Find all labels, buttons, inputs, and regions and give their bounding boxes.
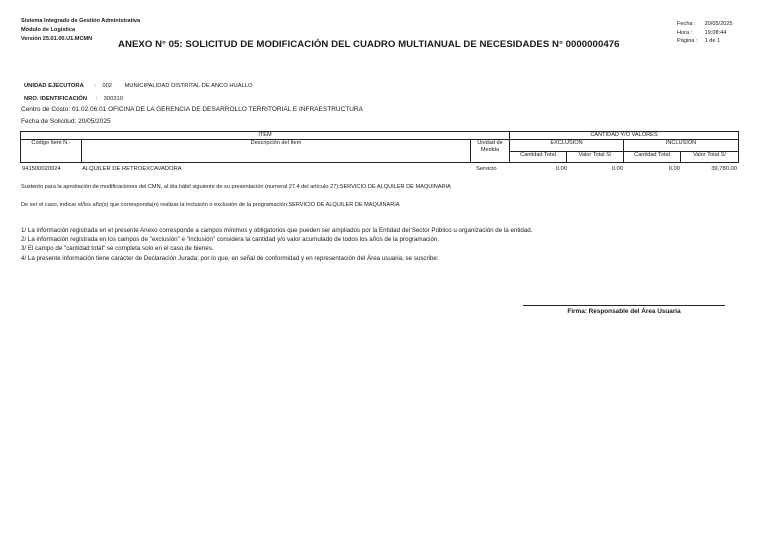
exclusion-valor-total-header: Valor Total S/ — [567, 151, 624, 163]
inclusion-cantidad-total-header: Cantidad Total — [624, 151, 681, 163]
fecha-de-solicitud: Fecha de Solicitud: 20/05/2025 — [21, 118, 111, 125]
row-inclusion-valor: 39,780.00 — [711, 166, 737, 172]
system-name: Sistema Integrado de Gestión Administrativa — [21, 18, 141, 24]
descripcion-item-header: Descripción del Item — [82, 140, 471, 163]
note-2: 2/ La información registrada en los campos de "exclusión" e "inclusión" considera la cantidad y/o valor acumulado de todos los años de la programación. — [21, 236, 440, 244]
sustento-text: Sustento para la aprobación de modificaciones del CMN, al día hábil siguiente de su presentación (numeral 27.4 del artículo 27):SERVICIO DE ALQUILER DE MAQUINARIA — [21, 184, 451, 190]
note-4: 4/ La presente información tiene carácter de Declaración Jurada; por lo que, en señal de conformidad y en representación del Área usuaria, se suscribe: — [21, 254, 439, 262]
indicacion-text: De ser el caso, indicar el/los año(s) que corresponda(n) realizar la inclusión o exclusión de la programación:SERVICIO DE ALQUILER DE MAQUINARIA — [21, 202, 400, 208]
pagina-label: Página : — [677, 38, 698, 44]
pagina-value: 1 de 1 — [704, 38, 721, 44]
fecha-value: 20/05/2025 — [704, 21, 733, 27]
signature-line — [523, 305, 725, 306]
exclusion-cantidad-total-header: Cantidad Total — [510, 151, 567, 163]
unidad-ejecutora-label: UNIDAD EJECUTORA — [24, 83, 84, 89]
centro-de-costo: Centro de Costo: 01.02.06.01 OFICINA DE LA GERENCIA DE DESARROLLO TERRITORIAL E INFRAESTRUCTURA — [21, 106, 363, 113]
nro-identificacion-row — [24, 87, 123, 105]
pagina-line — [677, 37, 733, 46]
document-title: ANEXO N° 05: SOLICITUD DE MODIFICACIÓN DEL CUADRO MULTIANUAL DE NECESIDADES N° 0000000476 — [118, 39, 620, 50]
codigo-item-header: Código Item N.- — [21, 140, 82, 163]
unidad-medida-header: Unidad de Medida — [471, 140, 510, 163]
hora-value: 19:08:44 — [704, 29, 727, 36]
row-descripcion: ALQUILER DE RETROEXCAVADORA — [82, 166, 182, 172]
item-header: ITEM — [21, 132, 510, 140]
row-unidad: Servicio — [476, 166, 497, 172]
cantidad-valores-header: CANTIDAD Y/O VALORES — [510, 132, 739, 140]
module-name: Módulo de Logística — [21, 27, 76, 33]
row-codigo: 941500020024 — [22, 166, 61, 172]
row-inclusion-cantidad: 0.00 — [668, 166, 680, 172]
items-table — [20, 131, 739, 163]
row-exclusion-valor: 0.00 — [611, 166, 623, 172]
fecha-line — [677, 20, 733, 29]
signature-label: Firma: Responsable del Área Usuaria — [567, 308, 681, 315]
version-label: Versión 25.01.00.U1.MCMN — [21, 36, 93, 42]
fecha-label: Fecha : — [677, 21, 696, 27]
note-3: 3/ El campo de "cantidad total" se completa solo en el caso de bienes. — [21, 245, 214, 253]
note-1: 1/ La información registrada en el presente Anexo corresponde a campos mínimos y obligatorios que pueden ser ampliados por la Entidad del Sector Público u organización de la entidad. — [21, 227, 533, 234]
row-exclusion-cantidad: 0.00 — [555, 166, 567, 172]
header-meta — [677, 20, 733, 46]
unidad-ejecutora-code: 002 — [102, 83, 113, 89]
hora-line — [677, 29, 733, 38]
nro-identificacion-colon: : — [95, 96, 98, 102]
inclusion-header: INCLUSIÓN — [624, 140, 739, 152]
nro-identificacion-value: 300310 — [103, 96, 123, 102]
notes-list — [21, 226, 532, 263]
unidad-ejecutora-colon: : — [94, 83, 96, 89]
nro-identificacion-label: NRO. IDENTIFICACIÓN — [24, 96, 88, 102]
exclusion-header: EXCLUSIÓN — [510, 140, 624, 152]
unidad-ejecutora-name: MUNICIPALIDAD DISTRITAL DE ANCO HUALLO — [124, 83, 253, 89]
hora-label: Hora : — [677, 29, 693, 36]
inclusion-valor-total-header: Valor Total S/ — [681, 151, 739, 163]
